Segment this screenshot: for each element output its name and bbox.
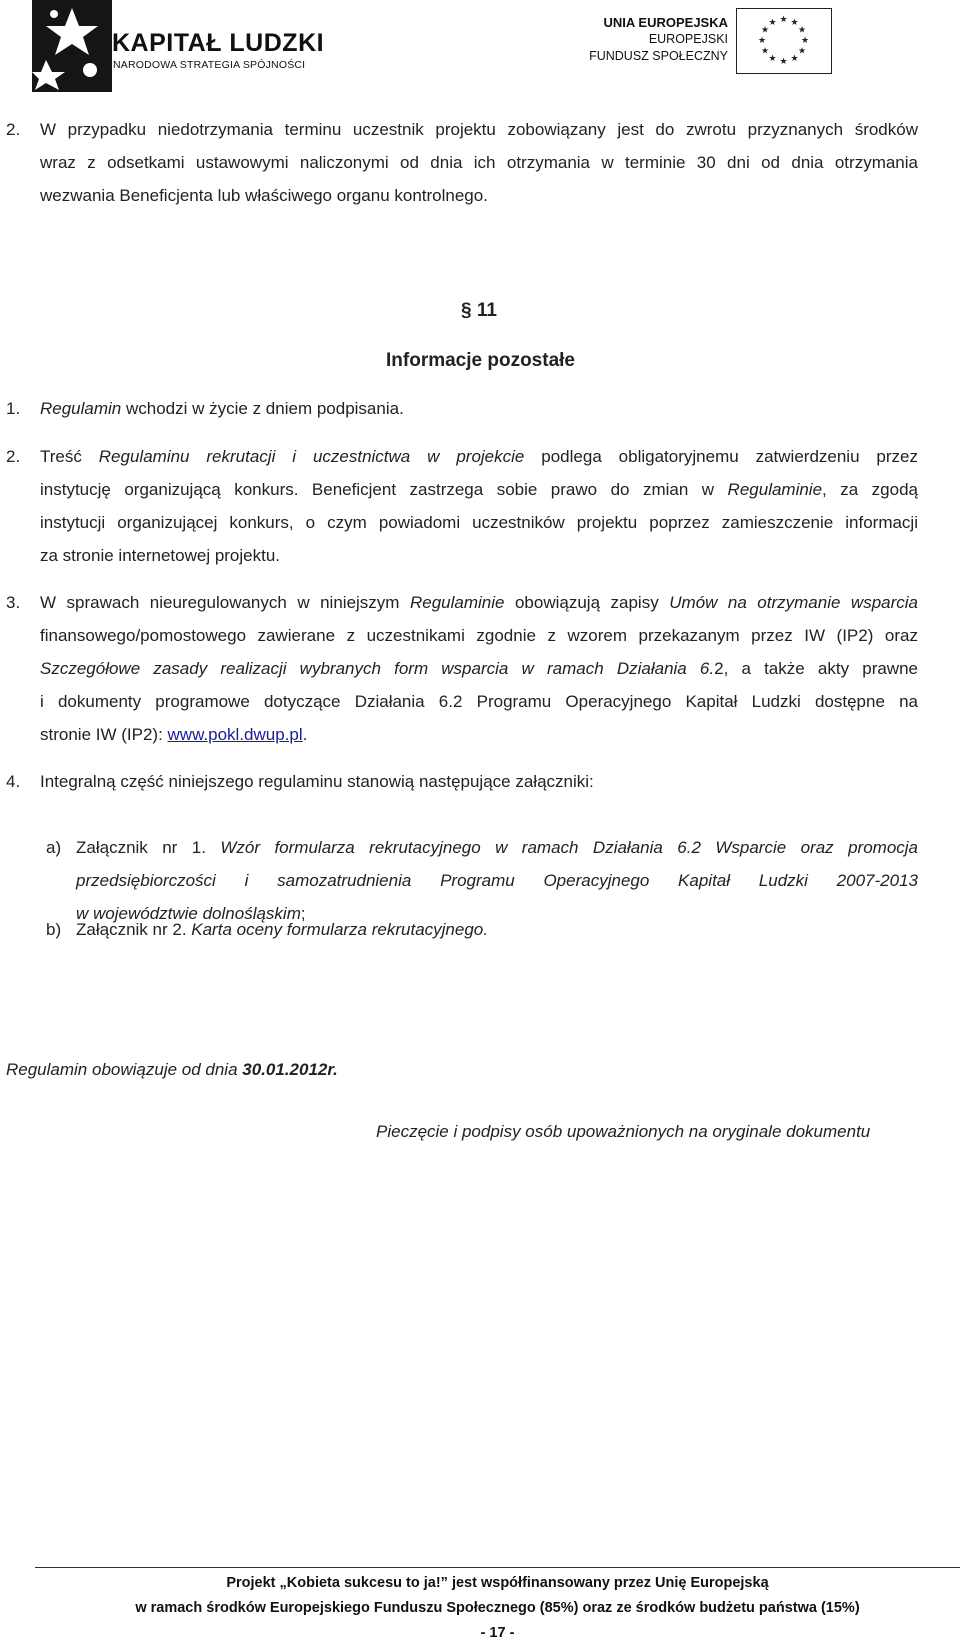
svg-text:★: ★ bbox=[757, 36, 767, 46]
item3-l1b: Regulaminie bbox=[409, 593, 505, 612]
attachment-a-label: a) bbox=[46, 838, 62, 857]
attachment-b-l1a: Załącznik nr 2. bbox=[76, 920, 192, 939]
attachment-a-l1c: 2 Wsparcie oraz promocja bbox=[691, 838, 919, 857]
item2-line4: za stronie internetowej projektu. bbox=[40, 546, 281, 565]
footer-divider bbox=[35, 1567, 960, 1568]
kapital-ludzki-emblem-icon bbox=[32, 0, 112, 92]
item2-l2c: , za zgodą bbox=[822, 480, 918, 499]
item2-line2 bbox=[40, 473, 918, 506]
eu-flag-icon bbox=[736, 8, 832, 74]
logo-title: KAPITAŁ LUDZKI bbox=[112, 29, 325, 57]
section-title: Informacje pozostałe bbox=[386, 350, 575, 371]
footer bbox=[35, 1571, 960, 1646]
svg-text:★: ★ bbox=[760, 46, 770, 57]
kapital-ludzki-logo bbox=[32, 0, 325, 92]
item3-l1a: W sprawach nieuregulowanych w niniejszym bbox=[40, 593, 410, 612]
svg-text:★: ★ bbox=[790, 54, 799, 64]
item2-l2b: Regulaminie bbox=[727, 480, 823, 499]
attachment-a-l3a: w województwie dolnośląskim bbox=[76, 904, 301, 923]
item1-italic: Regulamin bbox=[40, 399, 122, 418]
item2-l1b: Regulaminu rekrutacji i uczestnictwa w projekcie bbox=[98, 447, 525, 466]
eu-line2: EUROPEJSKI bbox=[648, 32, 728, 46]
prev-item2-line1: W przypadku niedotrzymania terminu uczestnik projektu zobowiązany jest do zwrotu przyznanych środków bbox=[40, 120, 918, 139]
item1-text bbox=[40, 392, 404, 425]
effective-date-line bbox=[6, 1053, 338, 1086]
item3-l3a: Szczegółowe zasady realizacji wybranych form wsparcia w ramach Działania 6. bbox=[40, 659, 715, 678]
svg-text:★: ★ bbox=[797, 46, 807, 57]
svg-text:★: ★ bbox=[790, 18, 799, 28]
attachment-a-l1b: Wzór formularza rekrutacyjnego w ramach Działania 6. bbox=[220, 838, 692, 857]
item3-l5b: . bbox=[302, 725, 308, 744]
item3-line4: i dokumenty programowe dotyczące Działania 6.2 Programu Operacyjnego Kapitał Ludzki dostępne na bbox=[40, 692, 918, 711]
eu-logo-text bbox=[589, 14, 728, 65]
item3-l3b: 2, a także akty prawne bbox=[714, 659, 918, 678]
item3-line5 bbox=[40, 718, 918, 751]
attachment-b-l1b: Karta oceny formularza rekrutacyjnego. bbox=[191, 920, 488, 939]
page-number: - 17 - bbox=[480, 1625, 515, 1641]
item3-l1c: obowiązują zapisy bbox=[504, 593, 670, 612]
attachment-b-text bbox=[76, 913, 488, 946]
item3-number: 3. bbox=[6, 593, 21, 612]
footer-line1 bbox=[35, 1571, 960, 1596]
prev-item2-text bbox=[40, 113, 918, 212]
item2-line3: instytucji organizującej konkurs, o czym powiadomi uczestników projektu poprzez zamieszczenie informacji bbox=[40, 513, 918, 532]
footer-line2: w ramach środków Europejskiego Funduszu Społecznego (85%) oraz ze środków budżetu państwa (15%) bbox=[135, 1600, 860, 1616]
item2-number: 2. bbox=[6, 447, 21, 466]
svg-text:★: ★ bbox=[800, 36, 810, 46]
item4-number: 4. bbox=[6, 772, 21, 791]
item2-l2a: instytucję organizującą konkurs. Beneficjent zastrzega sobie prawo do zmian w bbox=[40, 480, 728, 499]
attachment-a-line1 bbox=[76, 831, 918, 864]
logo-subtitle: NARODOWA STRATEGIA SPÓJNOŚCI bbox=[113, 59, 306, 71]
item1-rest: wchodzi w życie z dniem podpisania. bbox=[121, 399, 404, 418]
item2-l1c: podlega obligatoryjnemu zatwierdzeniu przez bbox=[524, 447, 919, 466]
item4-text: Integralną część niniejszego regulaminu stanowią następujące załączniki: bbox=[40, 772, 594, 791]
prev-item2-line3: wezwania Beneficjenta lub właściwego organu kontrolnego. bbox=[40, 186, 488, 205]
attachment-a-l1a: Załącznik nr 1. bbox=[76, 838, 221, 857]
footer-cofinanced: jest współfinansowany przez Unię Europejską bbox=[447, 1575, 769, 1591]
section-symbol: § 11 bbox=[461, 300, 497, 321]
stamps-note bbox=[376, 1115, 870, 1148]
item3-line2: finansowego/pomostowego zawierane z uczestnikami zgodnie z wzorem przekazanym przez IW (IP2) oraz bbox=[40, 626, 918, 645]
item2-l1a: Treść bbox=[40, 447, 99, 466]
item3-line3 bbox=[40, 652, 918, 685]
prev-item2-number: 2. bbox=[6, 120, 21, 139]
eu-line3: FUNDUSZ SPOŁECZNY bbox=[589, 49, 728, 63]
svg-text:★: ★ bbox=[779, 15, 788, 25]
eu-line1: UNIA EUROPEJSKA bbox=[603, 15, 728, 30]
stamps-note-text: Pieczęcie i podpisy osób upoważnionych na oryginale dokumentu bbox=[376, 1122, 871, 1141]
item3-l5a: stronie IW (IP2): bbox=[40, 725, 168, 744]
svg-text:★: ★ bbox=[779, 57, 788, 67]
pokl-website-link[interactable]: www.pokl.dwup.pl bbox=[167, 725, 303, 744]
svg-text:★: ★ bbox=[768, 18, 777, 28]
item2-line1 bbox=[40, 440, 918, 473]
item3-line1 bbox=[40, 586, 918, 619]
prev-item2-line2: wraz z odsetkami ustawowymi naliczonymi od dnia ich otrzymania w terminie 30 dni od dnia otrzymania bbox=[40, 153, 918, 172]
attachment-a-line2: przedsiębiorczości i samozatrudnienia Programu Operacyjnego Kapitał Ludzki 2007-2013 bbox=[76, 871, 918, 890]
item3-l1d: Umów na otrzymanie wsparcia bbox=[669, 593, 919, 612]
effective-date-label: Regulamin obowiązuje od dnia bbox=[6, 1060, 243, 1079]
svg-text:★: ★ bbox=[768, 54, 777, 64]
effective-date-value: 30.01.2012r. bbox=[242, 1060, 338, 1079]
item1-number: 1. bbox=[6, 399, 21, 418]
item2-text bbox=[40, 440, 918, 572]
attachment-a-l3b: ; bbox=[300, 904, 306, 923]
item3-text bbox=[40, 586, 918, 751]
footer-project-name: Projekt „Kobieta sukcesu to ja!” bbox=[226, 1575, 448, 1591]
svg-text:★: ★ bbox=[760, 25, 770, 36]
svg-text:★: ★ bbox=[797, 25, 807, 36]
attachment-b-label: b) bbox=[46, 920, 62, 939]
